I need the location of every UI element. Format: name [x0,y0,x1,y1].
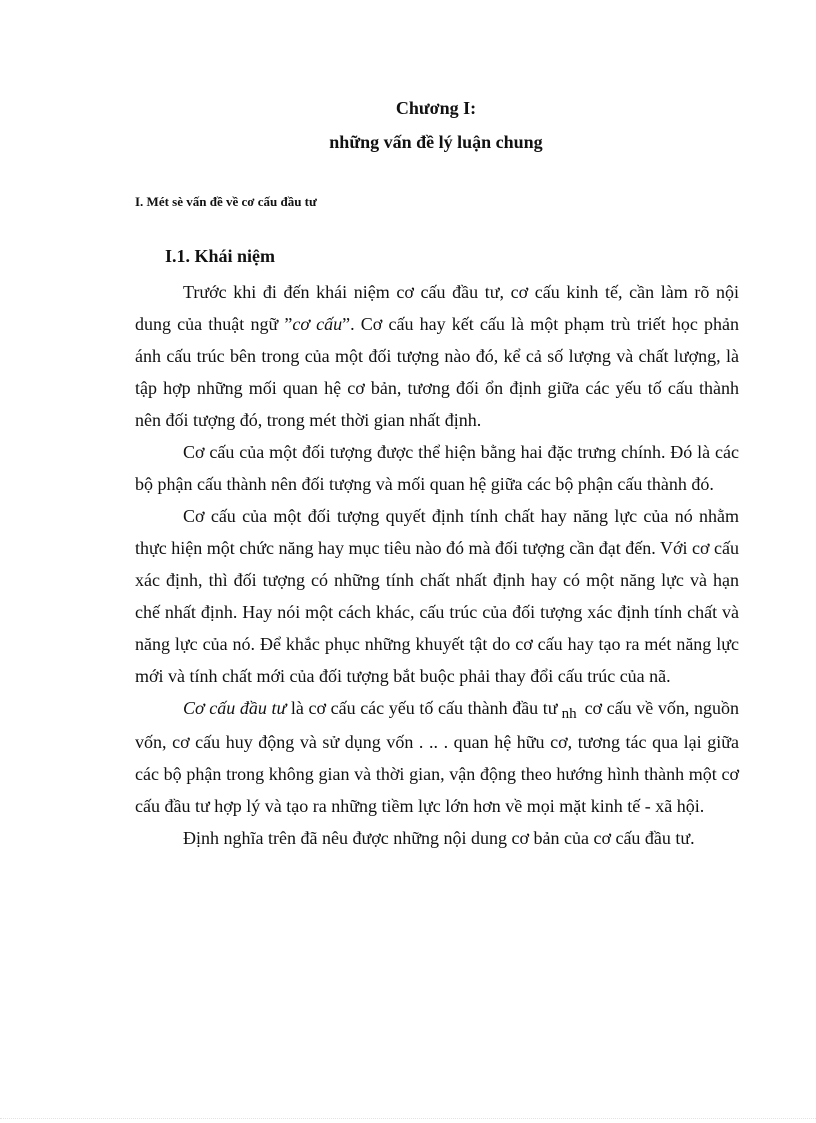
body-text [135,276,739,854]
paragraph-4-text-a: là cơ cấu các yếu tố cấu thành đầu tư [286,698,558,718]
paragraph-4-fragment: nh [561,706,577,722]
chapter-title: những vấn đề lý luận chung [329,132,543,152]
paragraph-2: Cơ cấu của một đối tượng được thể hiện bằng hai đặc trưng chính. Đó là các bộ phận cấu thành nên đối tượng và mối quan hệ giữa các bộ phận cấu thành đó. [135,442,739,494]
chapter-number: Chương I: [395,98,477,118]
page-bottom-divider [0,1118,816,1119]
paragraph-1 [135,276,739,436]
section-heading: I. Mét sè vấn đề về cơ cấu đầu tư [135,194,317,209]
subsection-heading: I.1. Khái niệm [165,246,276,266]
paragraph-5: Định nghĩa trên đã nêu được những nội dung cơ bản của cơ cấu đầu tư. [183,828,695,848]
paragraph-1-text-b: ”. Cơ cấu hay kết cấu là một phạm trù triết học phản ánh cấu trúc bên trong của một đối tượng nào đó, kể cả số lượng và chất lượng, là tập hợp những mối quan hệ cơ bản, tương đối ổn định giữa các yếu tố cấu thành nên đối tượng đó, trong mét thời gian nhất định. [135,314,739,430]
paragraph-4-term: Cơ cấu đầu tư [183,698,287,718]
paragraph-3: Cơ cấu của một đối tượng quyết định tính chất hay năng lực của nó nhằm thực hiện một chức năng hay mục tiêu nào đó mà đối tượng cần đạt đến. Với cơ cấu xác định, thì đối tượng có những tính chất nhất định hay có một năng lực và hạn chế nhất định. Hay nói một cách khác, cấu trúc của đối tượng xác định tính chất và năng lực của nó. Để khắc phục những khuyết tật do cơ cấu hay tạo ra mét năng lực mới và tính chất mới của đối tượng bắt buộc phải thay đổi cấu trúc của nã. [135,506,739,686]
paragraph-1-term: cơ cấu [292,314,343,334]
paragraph-4-text-b: cơ cấu về vốn, nguồn vốn, cơ cấu huy động và sử dụng vốn . .. . quan hệ hữu cơ, tương tác qua lại giữa các bộ phận trong không gian và thời gian, vận động theo hướng hình thành một cơ cấu đầu tư hợp lý và tạo ra những tiềm lực lớn hơn về mọi mặt kinh tế - xã hội. [135,698,739,816]
paragraph-1-text-a: Trước khi đi đến khái niệm cơ cấu đầu tư, cơ cấu kinh tế, cần làm rõ nội dung của thuật ngữ ” [135,282,739,334]
paragraph-4 [135,692,739,822]
